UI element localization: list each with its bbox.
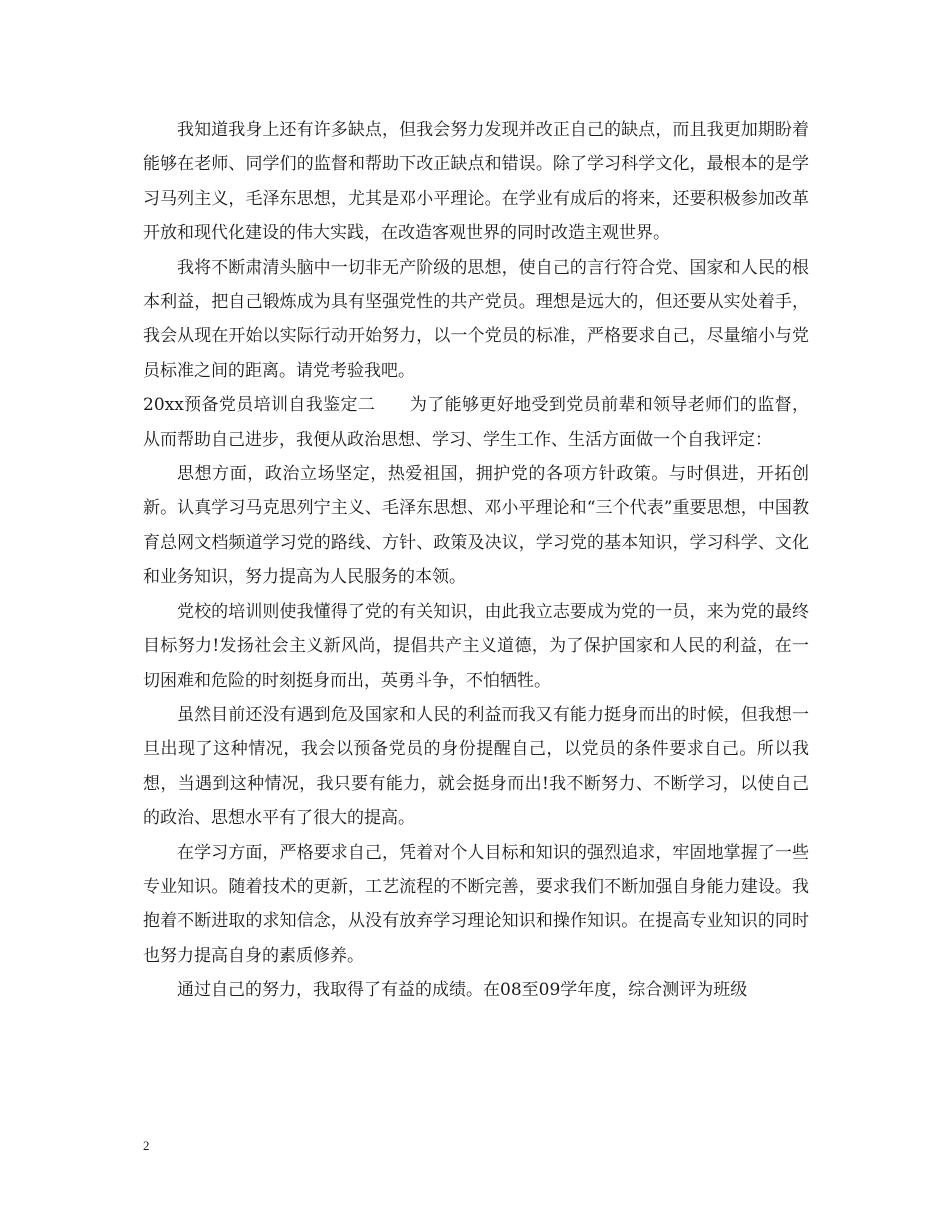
paragraph-self-assessment-two: 20xx预备党员培训自我鉴定二 为了能够更好地受到党员前辈和领导老师们的监督，从而帮助自己进步，我便从政治思想、学习、学生工作、生活方面做一个自我评定： bbox=[143, 395, 809, 450]
paragraph-shortcomings: 我知道我身上还有许多缺点，但我会努力发现并改正自己的缺点，而且我更加期盼着能够在老师、同学们的监督和帮助下改正缺点和错误。除了学习科学文化，最根本的是学习马列主义，毛泽东思想，尤其是邓小平理论。在学业有成后的将来，还要积极参加改革开放和现代化建设的伟大实践，在改造客观世界的同时改造主观世界。 bbox=[143, 120, 809, 244]
paragraph-eliminate-thoughts: 我将不断肃清头脑中一切非无产阶级的思想，使自己的言行符合党、国家和人民的根本利益，把自己锻炼成为具有坚强党性的共产党员。理想是远大的，但还要从实处着手，我会从现在开始以实际行动开始努力，以一个党员的标准，严格要求自己，尽量缩小与党员标准之间的距离。请党考验我吧。 bbox=[143, 257, 809, 381]
page-number: 2 bbox=[143, 1138, 150, 1153]
paragraph-step-forward: 虽然目前还没有遇到危及国家和人民的利益而我又有能力挺身而出的时候，但我想一旦出现了这种情况，我会以预备党员的身份提醒自己，以党员的条件要求自己。所以我想，当遇到这种情况，我只要有能力，就会挺身而出!我不断努力、不断学习，以使自己的政治、思想水平有了很大的提高。 bbox=[143, 704, 809, 829]
paragraph-ideology: 思想方面，政治立场坚定，热爱祖国，拥护党的各项方针政策。与时俱进，开拓创新。认真学习马克思列宁主义、毛泽东思想、邓小平理论和“三个代表”重要思想，中国教育总网文档频道学习党的路线、方针、政策及决议，学习党的基本知识，学习科学、文化和业务知识，努力提高为人民服务的本领。 bbox=[143, 464, 809, 588]
paragraph-party-school: 党校的培训则使我懂得了党的有关知识，由此我立志要成为党的一员，来为党的最终目标努力!发扬社会主义新风尚，提倡共产主义道德，为了保护国家和人民的利益，在一切困难和危险的时刻挺身而出，英勇斗争，不怕牺牲。 bbox=[143, 601, 809, 691]
paragraph-study: 在学习方面，严格要求自己，凭着对个人目标和知识的强烈追求，牢固地掌握了一些专业知识。随着技术的更新，工艺流程的不断完善，要求我们不断加强自身能力建设。我抱着不断进取的求知信念，从没有放弃学习理论知识和操作知识。在提高专业知识的同时也努力提高自身的素质修养。 bbox=[143, 842, 809, 966]
document-body bbox=[143, 113, 809, 1008]
paragraph-achievements: 通过自己的努力，我取得了有益的成绩。在08至09学年度，综合测评为班级 bbox=[177, 980, 748, 1001]
